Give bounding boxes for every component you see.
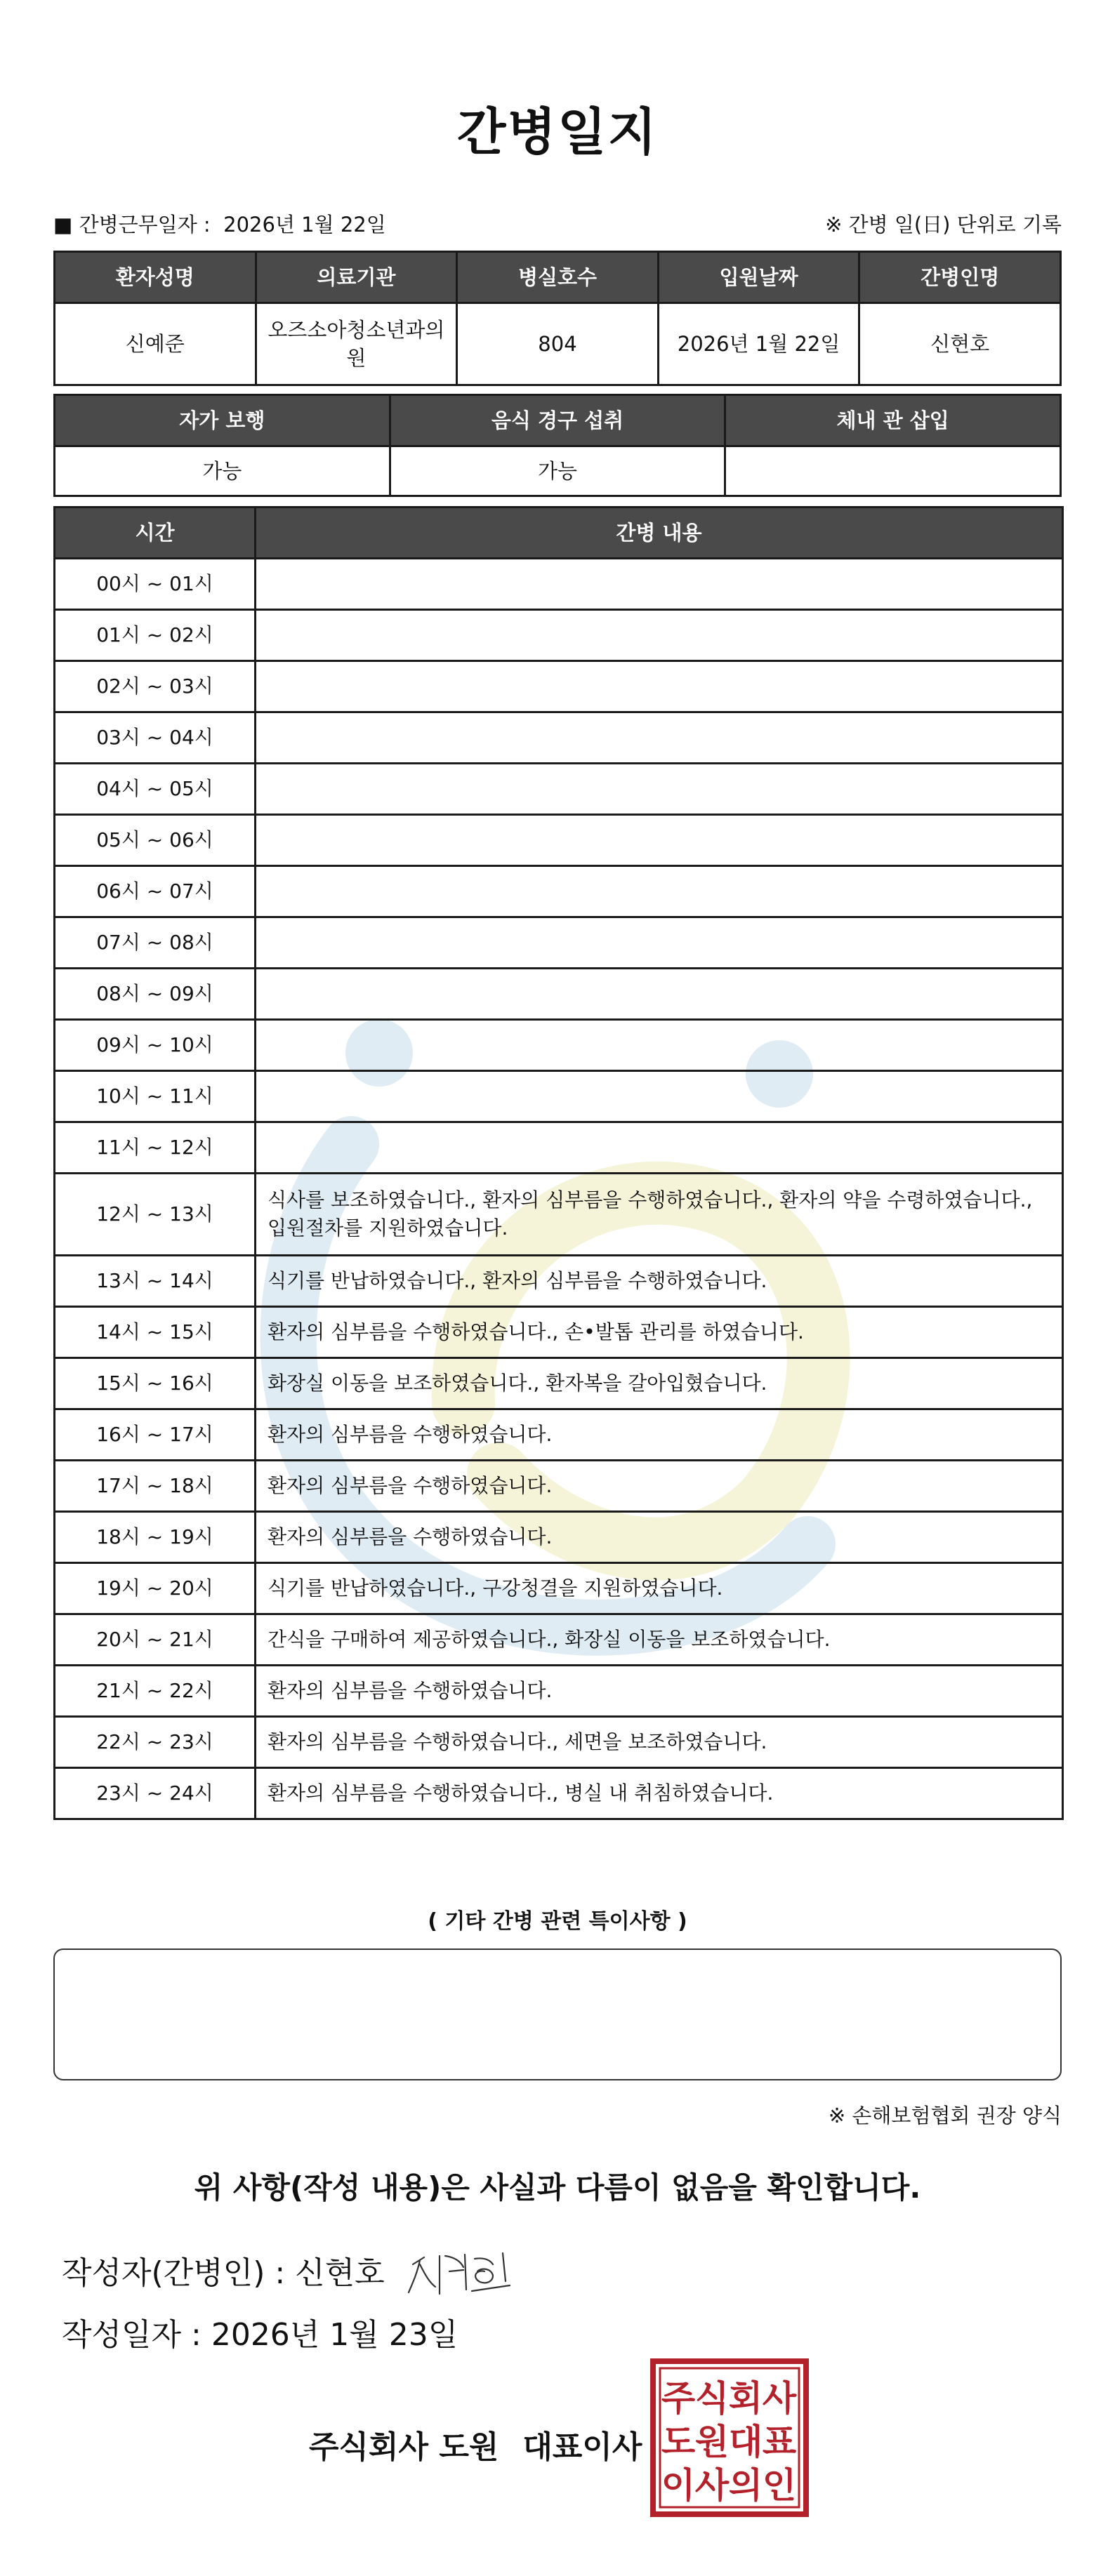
table-row [55, 1461, 1063, 1512]
caregiver-name: 신현호 [859, 303, 1061, 385]
header-institution: 의료기관 [256, 252, 457, 303]
content-cell [256, 1020, 1063, 1071]
content-cell: 환자의 심부름을 수행하였습니다. [256, 1409, 1063, 1461]
content-cell [256, 866, 1063, 917]
time-cell: 07시 ~ 08시 [55, 917, 256, 969]
written-date-label: 작성일자 : [62, 2317, 202, 2353]
time-cell: 22시 ~ 23시 [55, 1717, 256, 1768]
table-row [55, 559, 1063, 610]
table-row [55, 1122, 1063, 1174]
content-cell [256, 661, 1063, 712]
writer-name: 신현호 [295, 2255, 385, 2291]
time-cell: 19시 ~ 20시 [55, 1563, 256, 1614]
table-header-row [55, 252, 1061, 303]
care-log-table [53, 506, 1064, 1820]
content-cell [256, 815, 1063, 866]
work-date-label: ■ 간병근무일자 : [53, 213, 211, 237]
header-room-number: 병실호수 [457, 252, 659, 303]
content-cell [256, 559, 1063, 610]
content-cell: 화장실 이동을 보조하였습니다., 환자복을 갈아입혔습니다. [256, 1358, 1063, 1409]
patient-name: 신예준 [55, 303, 256, 385]
unit-note: ※ 간병 일(日) 단위로 기록 [825, 213, 1062, 237]
content-cell [256, 1071, 1063, 1122]
patient-info-table [53, 251, 1062, 386]
header-admission-date: 입원날짜 [658, 252, 859, 303]
content-cell [256, 969, 1063, 1020]
table-row [55, 1020, 1063, 1071]
table-row [55, 661, 1063, 712]
time-cell: 14시 ~ 15시 [55, 1307, 256, 1358]
table-row [55, 446, 1061, 496]
work-date-value: 2026년 1월 22일 [223, 213, 386, 237]
content-cell: 환자의 심부름을 수행하였습니다. [256, 1512, 1063, 1563]
time-cell: 21시 ~ 22시 [55, 1666, 256, 1717]
table-row [55, 712, 1063, 764]
time-cell: 20시 ~ 21시 [55, 1614, 256, 1666]
header-self-walking: 자가 보행 [55, 395, 390, 446]
signature-icon [404, 2243, 524, 2306]
content-cell: 식기를 반납하였습니다., 환자의 심부름을 수행하였습니다. [256, 1256, 1063, 1307]
time-cell: 01시 ~ 02시 [55, 610, 256, 661]
svg-text:대: 대 [728, 2422, 763, 2462]
written-date-line [62, 2309, 458, 2354]
time-cell: 12시 ~ 13시 [55, 1174, 256, 1256]
time-cell: 16시 ~ 17시 [55, 1409, 256, 1461]
work-date [53, 209, 386, 238]
room-number: 804 [457, 303, 659, 385]
remarks-title: ( 기타 간병 관련 특이사항 ) [428, 1909, 687, 1934]
company-signature-line [309, 2422, 642, 2467]
admission-date: 2026년 1월 22일 [658, 303, 859, 385]
table-row [55, 303, 1061, 385]
table-row [55, 917, 1063, 969]
header-tube-insertion: 체내 관 삽입 [725, 395, 1061, 446]
writer-line [62, 2243, 524, 2306]
svg-text:표: 표 [762, 2422, 797, 2462]
time-cell: 15시 ~ 16시 [55, 1358, 256, 1409]
table-row [55, 1409, 1063, 1461]
time-cell: 02시 ~ 03시 [55, 661, 256, 712]
oral-intake-value: 가능 [390, 446, 725, 496]
written-date-value: 2026년 1월 23일 [211, 2317, 458, 2353]
svg-text:인: 인 [762, 2465, 797, 2506]
tube-insertion-value [725, 446, 1061, 496]
time-cell: 18시 ~ 19시 [55, 1512, 256, 1563]
company-role: 대표이사 [522, 2429, 642, 2465]
content-cell: 간식을 구매하여 제공하였습니다., 화장실 이동을 보조하였습니다. [256, 1614, 1063, 1666]
company-seal-icon [649, 2357, 810, 2518]
table-row [55, 1512, 1063, 1563]
table-row [55, 1307, 1063, 1358]
table-row [55, 764, 1063, 815]
time-cell: 04시 ~ 05시 [55, 764, 256, 815]
table-row [55, 1614, 1063, 1666]
time-cell: 08시 ~ 09시 [55, 969, 256, 1020]
content-cell [256, 917, 1063, 969]
content-cell: 환자의 심부름을 수행하였습니다., 손•발톱 관리를 하였습니다. [256, 1307, 1063, 1358]
table-row [55, 1256, 1063, 1307]
table-header-row [55, 507, 1063, 559]
time-cell: 11시 ~ 12시 [55, 1122, 256, 1174]
table-header-row [55, 395, 1061, 446]
content-cell [256, 1122, 1063, 1174]
page-title: 간병일지 [456, 102, 659, 161]
time-cell: 00시 ~ 01시 [55, 559, 256, 610]
svg-text:주: 주 [661, 2378, 696, 2419]
insurer-note: ※ 손해보험협회 권장 양식 [828, 2104, 1062, 2127]
time-cell: 05시 ~ 06시 [55, 815, 256, 866]
table-row [55, 1358, 1063, 1409]
svg-text:회: 회 [728, 2378, 763, 2419]
writer-label: 작성자(간병인) : [62, 2255, 286, 2291]
self-walking-value: 가능 [55, 446, 390, 496]
content-cell: 환자의 심부름을 수행하였습니다., 병실 내 취침하였습니다. [256, 1768, 1063, 1819]
time-cell: 13시 ~ 14시 [55, 1256, 256, 1307]
svg-text:사: 사 [762, 2378, 797, 2419]
table-row [55, 1071, 1063, 1122]
header-care-content: 간병 내용 [256, 507, 1063, 559]
table-row [55, 1768, 1063, 1819]
content-cell: 환자의 심부름을 수행하였습니다. [256, 1461, 1063, 1512]
table-row [55, 610, 1063, 661]
svg-text:식: 식 [694, 2378, 730, 2419]
company-name: 주식회사 도원 [309, 2429, 499, 2465]
content-cell [256, 712, 1063, 764]
svg-text:도: 도 [661, 2422, 696, 2462]
svg-text:이: 이 [661, 2465, 696, 2506]
header-caregiver-name: 간병인명 [859, 252, 1061, 303]
content-cell: 식사를 보조하였습니다., 환자의 심부름을 수행하였습니다., 환자의 약을 수령하였습니다., 입원절차를 지원하였습니다. [256, 1174, 1063, 1256]
table-row [55, 1717, 1063, 1768]
svg-text:의: 의 [728, 2465, 763, 2506]
content-cell [256, 610, 1063, 661]
remarks-box [53, 1948, 1062, 2080]
table-row [55, 1174, 1063, 1256]
institution: 오즈소아청소년과의원 [256, 303, 457, 385]
content-cell: 환자의 심부름을 수행하였습니다. [256, 1666, 1063, 1717]
time-cell: 10시 ~ 11시 [55, 1071, 256, 1122]
time-cell: 17시 ~ 18시 [55, 1461, 256, 1512]
work-date-line [53, 209, 1062, 237]
svg-text:사: 사 [694, 2465, 730, 2506]
time-cell: 09시 ~ 10시 [55, 1020, 256, 1071]
header-patient-name: 환자성명 [55, 252, 256, 303]
table-row [55, 866, 1063, 917]
table-row [55, 1563, 1063, 1614]
header-oral-intake: 음식 경구 섭취 [390, 395, 725, 446]
patient-status-table [53, 394, 1062, 497]
confirmation-statement: 위 사항(작성 내용)은 사실과 다름이 없음을 확인합니다. [194, 2170, 921, 2205]
time-cell: 06시 ~ 07시 [55, 866, 256, 917]
content-cell [256, 764, 1063, 815]
svg-text:원: 원 [694, 2422, 730, 2462]
table-row [55, 815, 1063, 866]
time-cell: 03시 ~ 04시 [55, 712, 256, 764]
content-cell: 식기를 반납하였습니다., 구강청결을 지원하였습니다. [256, 1563, 1063, 1614]
table-row [55, 1666, 1063, 1717]
time-cell: 23시 ~ 24시 [55, 1768, 256, 1819]
content-cell: 환자의 심부름을 수행하였습니다., 세면을 보조하였습니다. [256, 1717, 1063, 1768]
table-row [55, 969, 1063, 1020]
header-time: 시간 [55, 507, 256, 559]
